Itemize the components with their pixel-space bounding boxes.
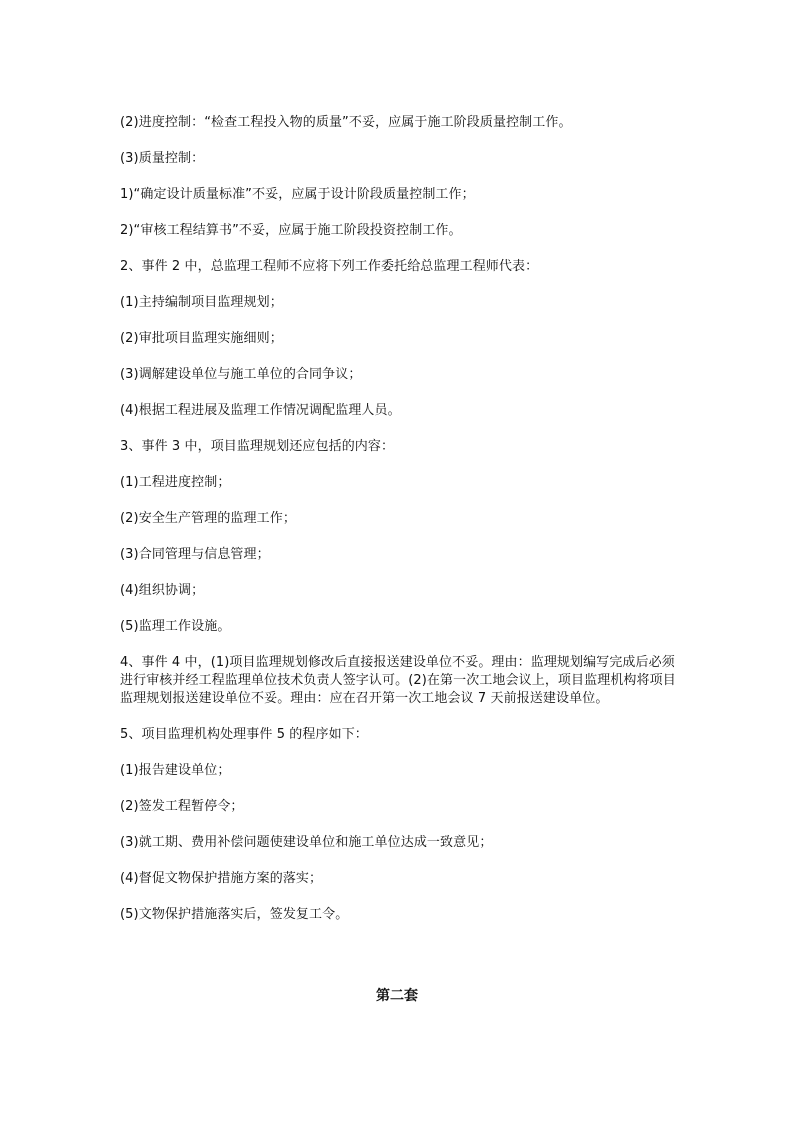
paragraph-event-2-item-4: (4)根据工程进展及监理工作情况调配监理人员。 (120, 403, 401, 418)
paragraph-event-2-heading: 2、事件 2 中，总监理工程师不应将下列工作委托给总监理工程师代表： (120, 259, 539, 274)
paragraph-quality-control-heading: (3)质量控制： (120, 151, 205, 166)
paragraph-event-5-item-5: (5)文物保护措施落实后，签发复工令。 (120, 907, 349, 922)
paragraph-event-3-item-3: (3)合同管理与信息管理； (120, 547, 270, 562)
paragraph-progress-control: (2)进度控制：“检查工程投入物的质量”不妥，应属于施工阶段质量控制工作。 (120, 115, 572, 130)
paragraph-event-3-heading: 3、事件 3 中，项目监理规划还应包括的内容： (120, 439, 395, 454)
paragraph-event-2-item-1: (1)主持编制项目监理规划； (120, 295, 283, 310)
paragraph-event-2-item-2: (2)审批项目监理实施细则； (120, 331, 283, 346)
paragraph-event-5-heading: 5、项目监理机构处理事件 5 的程序如下： (120, 727, 368, 742)
document-body (120, 114, 680, 942)
paragraph-quality-item-2: 2)“审核工程结算书”不妥，应属于施工阶段投资控制工作。 (120, 223, 462, 238)
paragraph-event-3-item-4: (4)组织协调； (120, 583, 205, 598)
paragraph-event-2-item-3: (3)调解建设单位与施工单位的合同争议； (120, 367, 362, 382)
paragraph-quality-item-1: 1)“确定设计质量标准”不妥，应属于设计阶段质量控制工作； (120, 187, 475, 202)
paragraph-event-3-item-2: (2)安全生产管理的监理工作； (120, 511, 296, 526)
paragraph-event-5-item-1: (1)报告建设单位； (120, 763, 231, 778)
paragraph-event-5-item-3: (3)就工期、费用补偿问题使建设单位和施工单位达成一致意见； (120, 835, 493, 850)
paragraph-event-5-item-2: (2)签发工程暂停令； (120, 799, 244, 814)
paragraph-event-3-item-1: (1)工程进度控制； (120, 475, 231, 490)
paragraph-event-5-item-4: (4)督促文物保护措施方案的落实； (120, 871, 323, 886)
paragraph-event-4-analysis: 4、事件 4 中，(1)项目监理规划修改后直接报送建设单位不妥。理由：监理规划编写完成后必须进行审核并经工程监理单位技术负责人签字认可。(2)在第一次工地会议上，项目监理机构将项目监理规划报送建设单位不妥。理由：应在召开第一次工地会议 7 天前报送建设单位。 (120, 655, 676, 706)
section-heading: 第二套 (376, 988, 418, 1004)
paragraph-event-3-item-5: (5)监理工作设施。 (120, 619, 231, 634)
